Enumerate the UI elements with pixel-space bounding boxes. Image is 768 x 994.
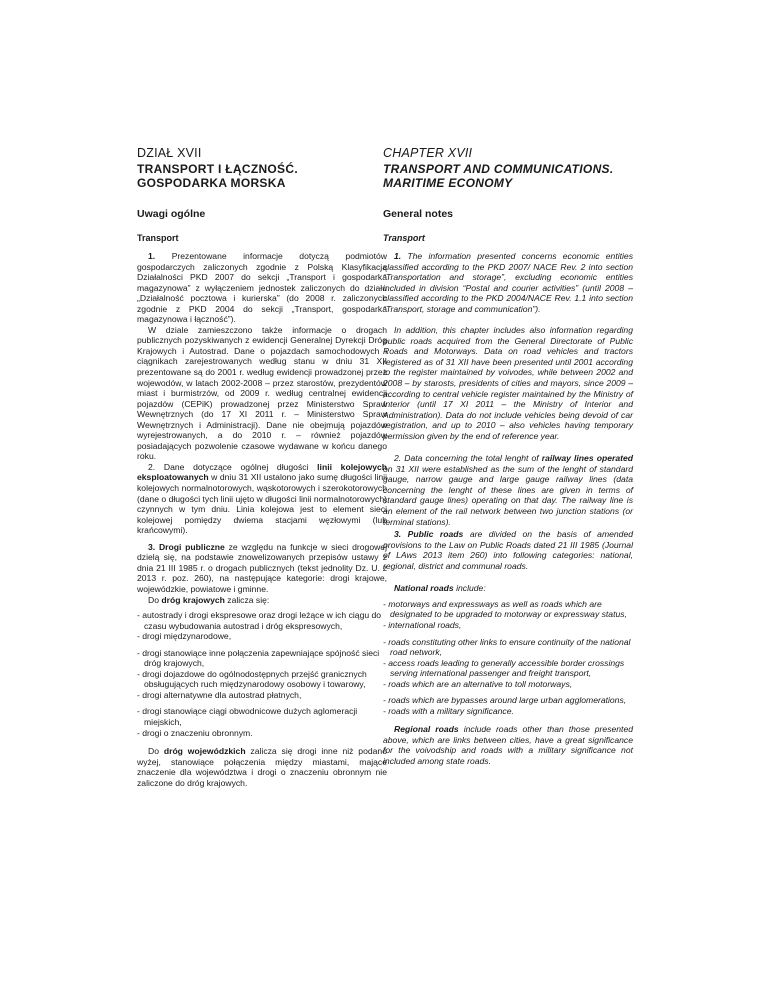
paragraph-text: include roads other than those presented above, which are links between cities, have a great significance for the voivodship and roads with a military significance not included among state roads.: [383, 724, 634, 766]
list-item: - roads with a military significance.: [383, 705, 514, 716]
paragraph-text: Do: [148, 594, 162, 605]
paragraph-4: [137, 542, 387, 595]
chapter-title-line1: TRANSPORT AND COMMUNICATIONS.: [383, 162, 614, 176]
paragraph-1: [137, 251, 387, 325]
english-column: [383, 146, 633, 767]
paragraph-6: [137, 746, 387, 788]
bold-term: 3. Drogi publiczne: [148, 541, 225, 552]
list-item: - autostrady i drogi ekspresowe oraz drogi leżące w ich ciągu do czasu wybudowania autostrad i dróg ekspresowych,: [137, 610, 382, 631]
paragraph-number: 1.: [394, 251, 402, 261]
list-item: - access roads leading to generally accessible border crossings serving international passenger and freight transport,: [383, 657, 625, 679]
list-item: - international roads,: [383, 619, 462, 630]
paragraph-2: In addition, this chapter includes also information regarding public roads acquired from the General Directorate of Public Roads and Motorways. Data on road vehicles and tractors registered as of 31 XII have been presented until 2001 according to the register maintained by voivodes, while between 2002 and 2008 – by starosts, presidents of cities and mayors, since 2009 – according to central vehicle register maintained by the Ministry of Interior (until 17 XI 2011 – the Ministry of Interior and Administration). Data do not include vehicles being devoid of car registration, and up to 2010 – also vehicles having temporary permission given by the end of reference year.: [383, 325, 633, 441]
paragraph-5: [137, 595, 387, 606]
paragraph-5: [383, 583, 633, 594]
bold-term: National roads: [394, 583, 454, 594]
paragraph-text: Do: [148, 746, 164, 757]
paragraph-number: 1.: [148, 251, 156, 261]
list-national-4: [137, 706, 387, 738]
paragraph-text: 2. Data concerning the total lenght of: [394, 453, 542, 464]
chapter-label: CHAPTER XVII: [383, 146, 473, 160]
paragraph-text: Prezentowane informacje dotyczą podmiotów gospodarczych zaliczonych zgodnie z Polską Klasyfikacją Działalności PKD 2007 do sekcji „Transport i gospodarka magazynowa” z wyłączeniem jednostek zaliczonych do działu „Działalność pocztowa i kurierska” (do 2008 r. zaliczonych zgodnie z PKD 2004 do sekcji „Transport, gospodarka magazynowa i łączność”).: [137, 251, 387, 325]
paragraph-text: include:: [453, 583, 486, 594]
chapter-title-line2: MARITIME ECONOMY: [383, 175, 513, 190]
list-item: - drogi stanowiące inne połączenia zapewniające spójność sieci dróg krajowych,: [137, 647, 380, 669]
list-item: - motorways and expressways as well as roads which are designated to be upgraded to motorway or expressway status,: [383, 598, 627, 620]
bold-term: linii kolejowych eksploatowanych: [137, 461, 388, 483]
paragraph-text: on 31 XII were established as the sum of the lenght of standard gauge, narrow gauge and large gauge railway lines (data concerning the lenght of these lines are given in terms of standard gauge lines) operating on that day. The railway line is an element of the rail network between two junction stations (or terminal stations).: [383, 463, 633, 527]
subsection-heading: Transport: [137, 233, 179, 243]
section-heading: General notes: [383, 208, 454, 220]
section-heading: Uwagi ogólne: [137, 208, 206, 220]
paragraph-text: w dniu 31 XII ustalono jako sumę długości linii kolejowych normalnotorowych, wąskotorowych i szerokotorowych (dane o długości tych linii ujęto w długości linii normalnotorowych) czynnych w tym dniu. Linia kolejowa jest to element sieci kolejowej pomiędzy dwiema stacjami węzłowymi (lub krańcowymi).: [137, 472, 387, 536]
list-national-2: [137, 648, 387, 690]
list-national-1: [383, 599, 633, 631]
list-item: - drogi o znaczeniu obronnym.: [137, 727, 253, 738]
polish-column: [137, 146, 387, 788]
paragraph-text: ze względu na funkcje w sieci drogowej dzielą się, na podstawie znowelizowanych przepisów ustawy z dnia 21 III 1985 r. o drogach publicznych (tekst jednolity Dz. U. z 2013 r. poz. 260), na następujące kategorie: drogi krajowe, wojewódzkie, powiatowe i gminne.: [137, 541, 387, 594]
list-item: - drogi stanowiące ciągi obwodnicowe dużych aglomeracji miejskich,: [137, 706, 358, 727]
list-item: - roads constituting other links to ensure continuity of the national road network,: [383, 636, 631, 658]
paragraph-text: zalicza się:: [224, 594, 270, 605]
list-national-3: [383, 679, 633, 690]
paragraph-3: [137, 462, 387, 536]
list-national-2: [383, 637, 633, 679]
paragraph-2: W dziale zamieszczono także informacje o drogach publicznych pozyskiwanych z ewidencji Generalnej Dyrekcji Dróg Krajowych i Autostrad. Dane o pojazdach samochodowych i ciągnikach zarejestrowanych według stanu w dniu 31 XII prezentowane są do 2001 r. według ewidencji prowadzonej przez wojewodów, w latach 2002-2008 – przez starostów, prezydentów miast i burmistrzów, od 2009 r. według centralnej ewidencji pojazdów (CEPiK) prowadzonej przez Ministerstwo Spraw Wewnętrznych (do 17 XI 2011 r. – Ministerstwo Spraw Wewnętrznych i Administracji). Dane nie obejmują pojazdów wyrejestrowanych, a do 2010 r. – również pojazdów posiadających pozwolenie czasowe wydawane w końcu danego roku.: [137, 324, 387, 462]
list-item: - roads which are bypasses around large urban agglomerations,: [383, 695, 627, 706]
chapter-label: DZIAŁ XVII: [137, 146, 202, 160]
chapter-title-line1: TRANSPORT I ŁĄCZNOŚĆ.: [137, 162, 298, 176]
paragraph-text: 2. Dane dotyczące ogólnej długości: [148, 461, 318, 472]
chapter-title-line2: GOSPODARKA MORSKA: [137, 175, 286, 190]
bold-term: 3. Public roads: [394, 529, 464, 540]
list-national-3: [137, 690, 387, 701]
list-national-1: [137, 610, 387, 642]
bold-term: railway lines operated: [541, 453, 633, 464]
bold-term: Regional roads: [394, 724, 459, 735]
paragraph-1: [383, 251, 633, 314]
bold-term: dróg krajowych: [161, 594, 225, 605]
paragraph-text: are divided on the basis of amended provisions to the Law on Public Roads dated 21 III 1985 (Journal of LAws 2013 item 260) into following categories: national, regional, district and communal roads.: [383, 529, 633, 571]
list-item: - drogi alternatywne dla autostrad płatnych,: [137, 689, 302, 700]
paragraph-text: zalicza się drogi inne niż podano wyżej, stanowiące połączenia między miastami, mające znaczenie dla województwa i drogi o znaczeniu obronnym nie zaliczone do dróg krajowych.: [137, 746, 387, 788]
paragraph-6: [383, 724, 633, 766]
subsection-heading: Transport: [383, 233, 425, 243]
list-item: - drogi dojazdowe do ogólnodostępnych przejść granicznych obsługujących ruch międzynarodowy osobowy i towarowy,: [137, 668, 367, 690]
paragraph-3: [383, 453, 633, 527]
paragraph-4: [383, 529, 633, 571]
bold-term: dróg wojewódzkich: [163, 746, 246, 757]
list-national-4: [383, 695, 633, 716]
paragraph-text: The information presented concerns economic entities classified according to the PKD 2007/ NACE Rev. 2 into section “Transportation and storage”, excluding economic entities included in division “Postal and courier activities” (until 2008 – classified according to the PKD 2004/NACE Rev. 1.1 into section “Transport, storage and communication”).: [383, 251, 633, 314]
list-item: - drogi międzynarodowe,: [137, 631, 232, 642]
list-item: - roads which are an alternative to toll motorways,: [383, 678, 573, 689]
